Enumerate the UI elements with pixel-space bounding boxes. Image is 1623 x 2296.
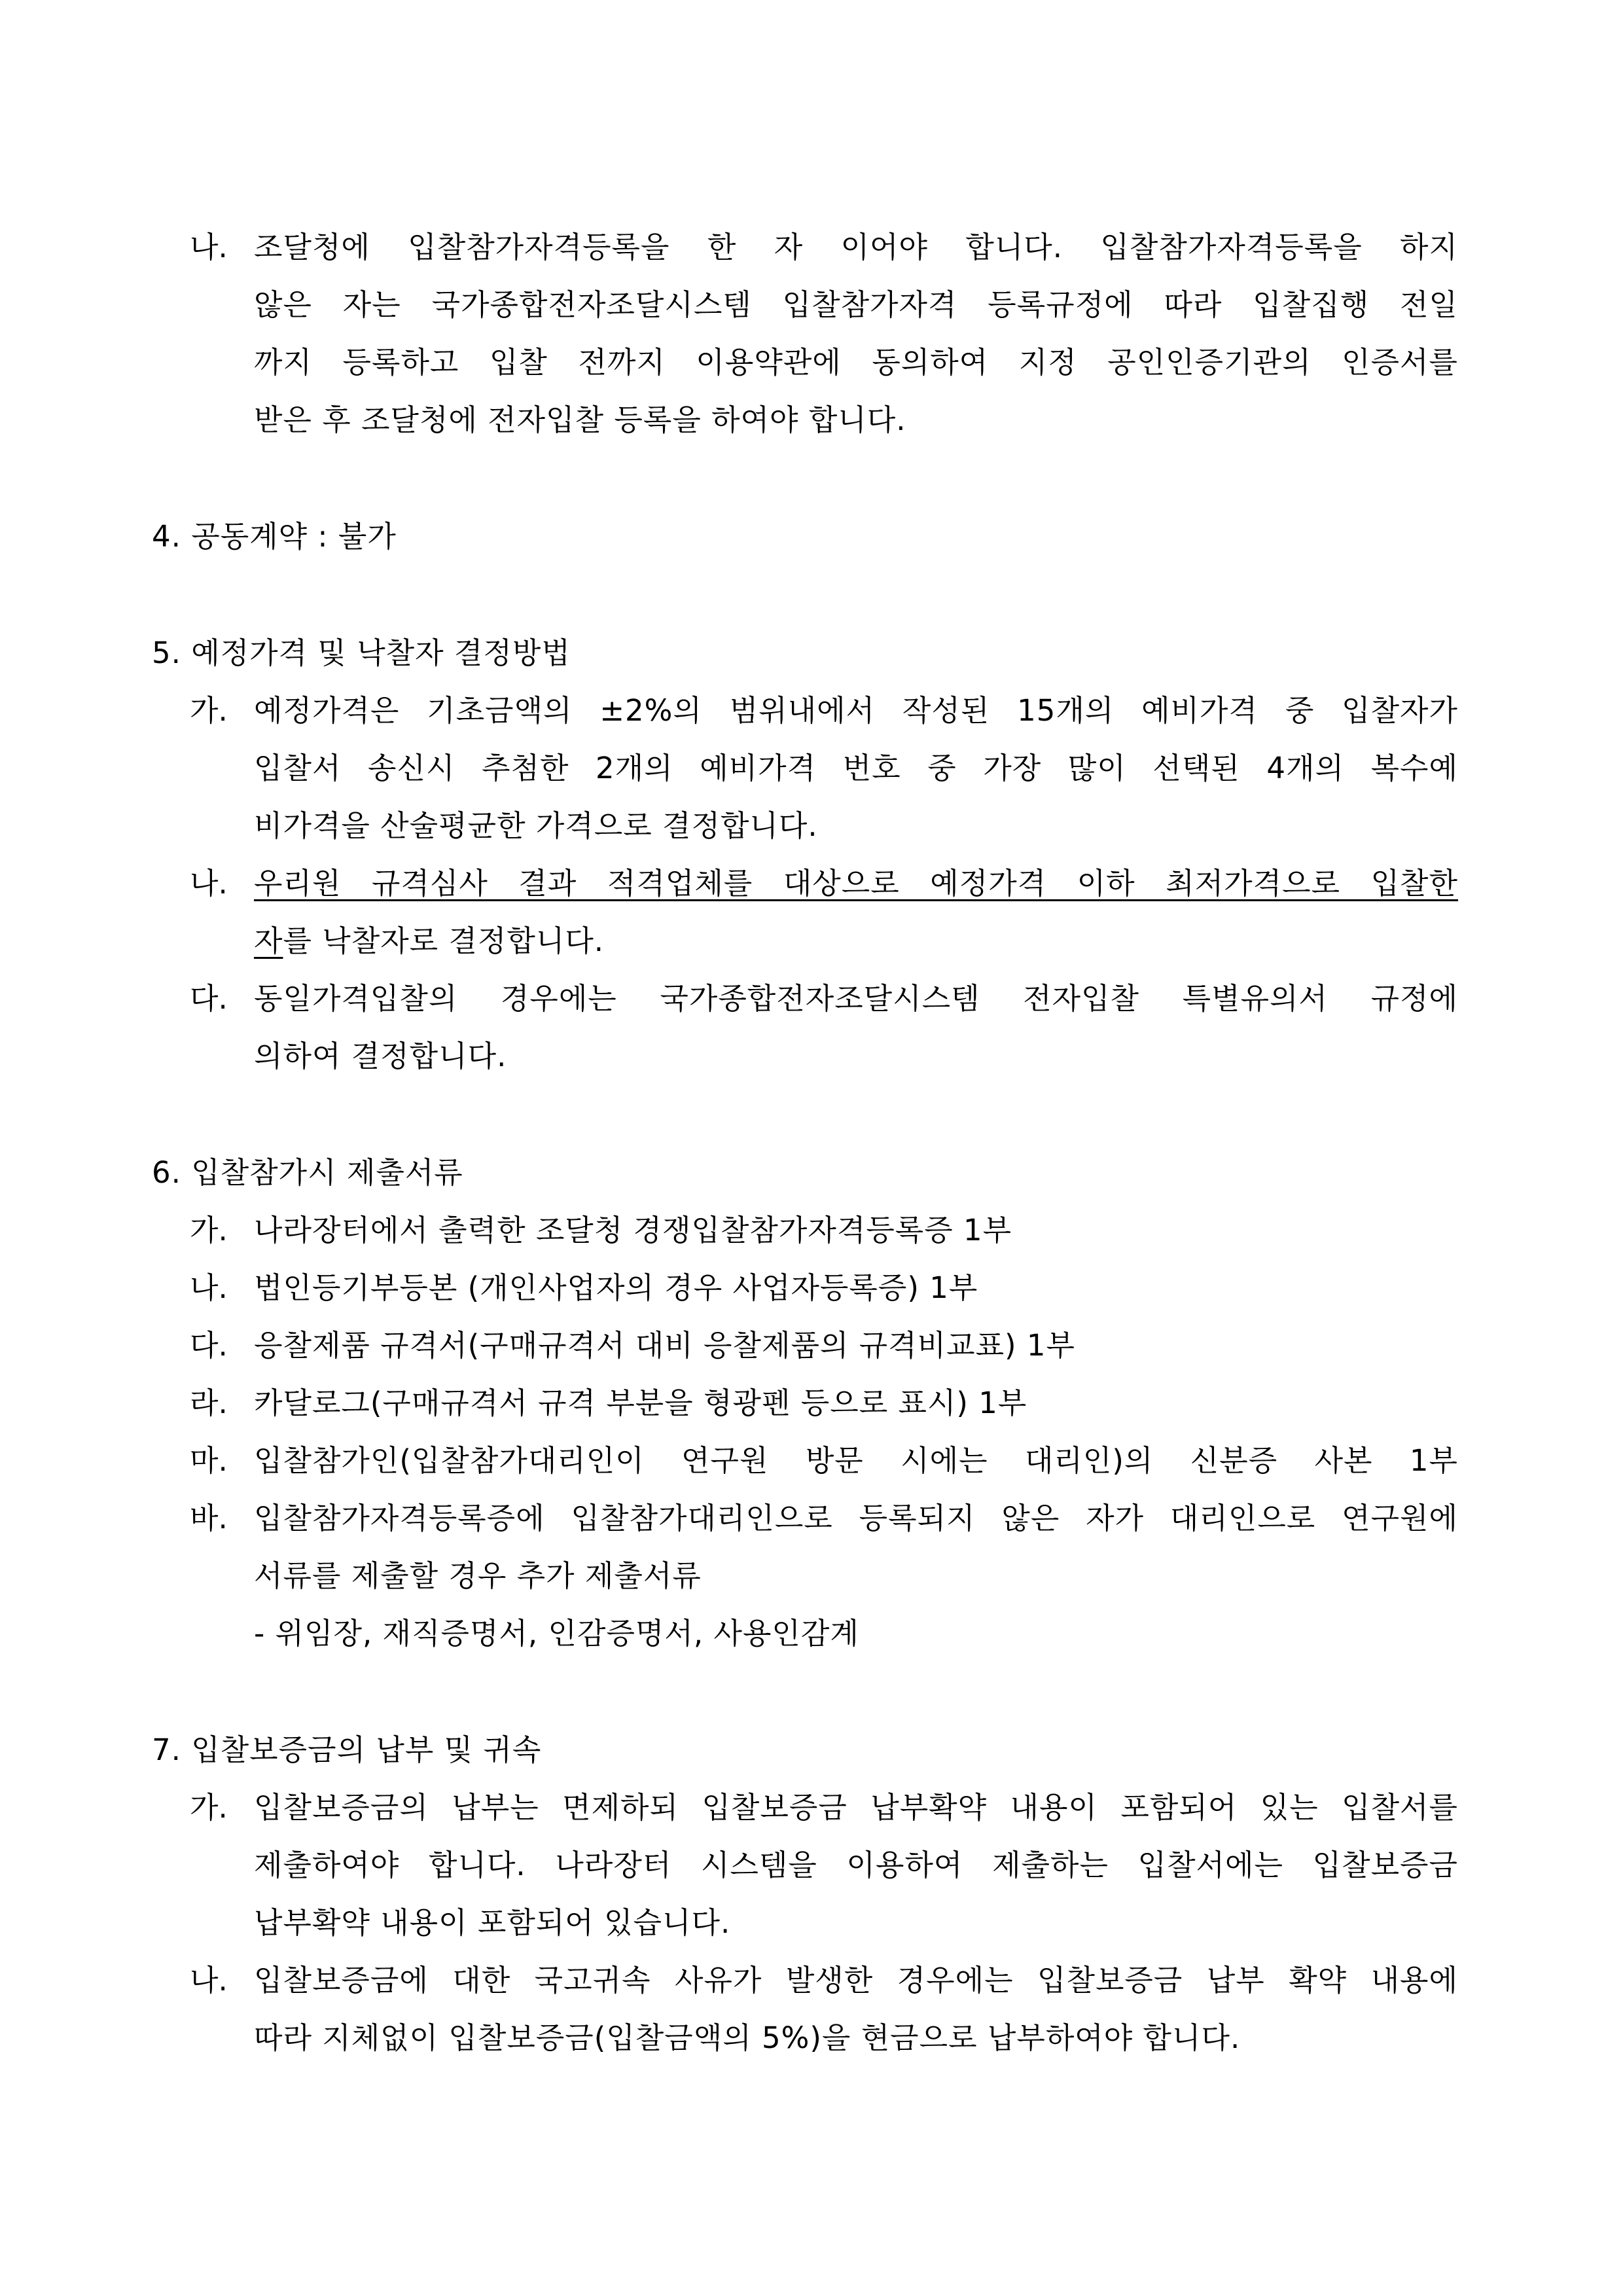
paragraph-line: [254, 922, 604, 961]
dash-list-line: - 위임장, 재직증명서, 인감증명서, 사용인감계: [254, 1616, 859, 1651]
item-marker: 나.: [190, 1270, 228, 1305]
paragraph-text: 를 낙찰자로 결정합니다.: [283, 924, 605, 958]
paragraph-line: 납부확약 내용이 포함되어 있습니다.: [254, 1905, 731, 1940]
item-marker: 바.: [190, 1501, 228, 1535]
paragraph-line: 받은 후 조달청에 전자입찰 등록을 하여야 합니다.: [254, 403, 906, 437]
item-marker: 나.: [190, 866, 228, 901]
section-heading: 6. 입찰참가시 제출서류: [152, 1155, 463, 1190]
underlined-paragraph-line: 우리원 규격심사 결과 적격업체를 대상으로 예정가격 이하 최저가격으로 입찰한: [254, 866, 1458, 901]
item-marker: 마.: [190, 1443, 228, 1478]
paragraph-line: 입찰보증금의 납부는 면제하되 입찰보증금 납부확약 내용이 포함되어 있는 입찰서를: [254, 1790, 1458, 1825]
paragraph-line: 의하여 결정합니다.: [254, 1039, 507, 1073]
paragraph-line: 제출하여야 합니다. 나라장터 시스템을 이용하여 제출하는 입찰서에는 입찰보증금: [254, 1848, 1458, 1882]
paragraph-line: 동일가격입찰의 경우에는 국가종합전자조달시스템 전자입찰 특별유의서 규정에: [254, 981, 1458, 1016]
paragraph-line: 법인등기부등본 (개인사업자의 경우 사업자등록증) 1부: [254, 1270, 978, 1305]
item-marker: 나.: [190, 230, 228, 264]
item-marker: 다.: [190, 1328, 228, 1363]
paragraph-line: 카달로그(구매규격서 규격 부분을 형광펜 등으로 표시) 1부: [254, 1386, 1027, 1420]
paragraph-line: 입찰서 송신시 추첨한 2개의 예비가격 번호 중 가장 많이 선택된 4개의 복수예: [254, 751, 1458, 785]
paragraph-line: 나라장터에서 출력한 조달청 경쟁입찰참가자격등록증 1부: [254, 1213, 1012, 1247]
item-marker: 가.: [190, 693, 228, 728]
paragraph-line: 않은 자는 국가종합전자조달시스템 입찰참가자격 등록규정에 따라 입찰집행 전일: [254, 287, 1458, 322]
section-heading: 5. 예정가격 및 낙찰자 결정방법: [152, 636, 571, 670]
item-marker: 가.: [190, 1213, 228, 1247]
paragraph-line: 비가격을 산술평균한 가격으로 결정합니다.: [254, 808, 818, 843]
item-marker: 가.: [190, 1790, 228, 1825]
item-marker: 라.: [190, 1386, 228, 1420]
paragraph-line: 따라 지체없이 입찰보증금(입찰금액의 5%)을 현금으로 납부하여야 합니다.: [254, 2020, 1241, 2055]
paragraph-line: 입찰참가자격등록증에 입찰참가대리인으로 등록되지 않은 자가 대리인으로 연구원에: [254, 1501, 1458, 1535]
paragraph-line: 입찰보증금에 대한 국고귀속 사유가 발생한 경우에는 입찰보증금 납부 확약 내용에: [254, 1963, 1458, 1998]
item-marker: 나.: [190, 1963, 228, 1998]
paragraph-line: 까지 등록하고 입찰 전까지 이용약관에 동의하여 지정 공인인증기관의 인증서를: [254, 345, 1458, 380]
section-heading: 4. 공동계약 : 불가: [152, 519, 397, 554]
paragraph-line: 서류를 제출할 경우 추가 제출서류: [254, 1558, 702, 1593]
paragraph-line: 응찰제품 규격서(구매규격서 대비 응찰제품의 규격비교표) 1부: [254, 1328, 1076, 1363]
item-marker: 다.: [190, 981, 228, 1016]
paragraph-line: 조달청에 입찰참가자격등록을 한 자 이어야 합니다. 입찰참가자격등록을 하지: [254, 230, 1458, 264]
section-heading: 7. 입찰보증금의 납부 및 귀속: [152, 1732, 542, 1767]
paragraph-line: 입찰참가인(입찰참가대리인이 연구원 방문 시에는 대리인)의 신분증 사본 1부: [254, 1443, 1458, 1478]
underlined-text: 자: [254, 924, 283, 958]
paragraph-line: 예정가격은 기초금액의 ±2%의 범위내에서 작성된 15개의 예비가격 중 입찰자가: [254, 693, 1458, 728]
